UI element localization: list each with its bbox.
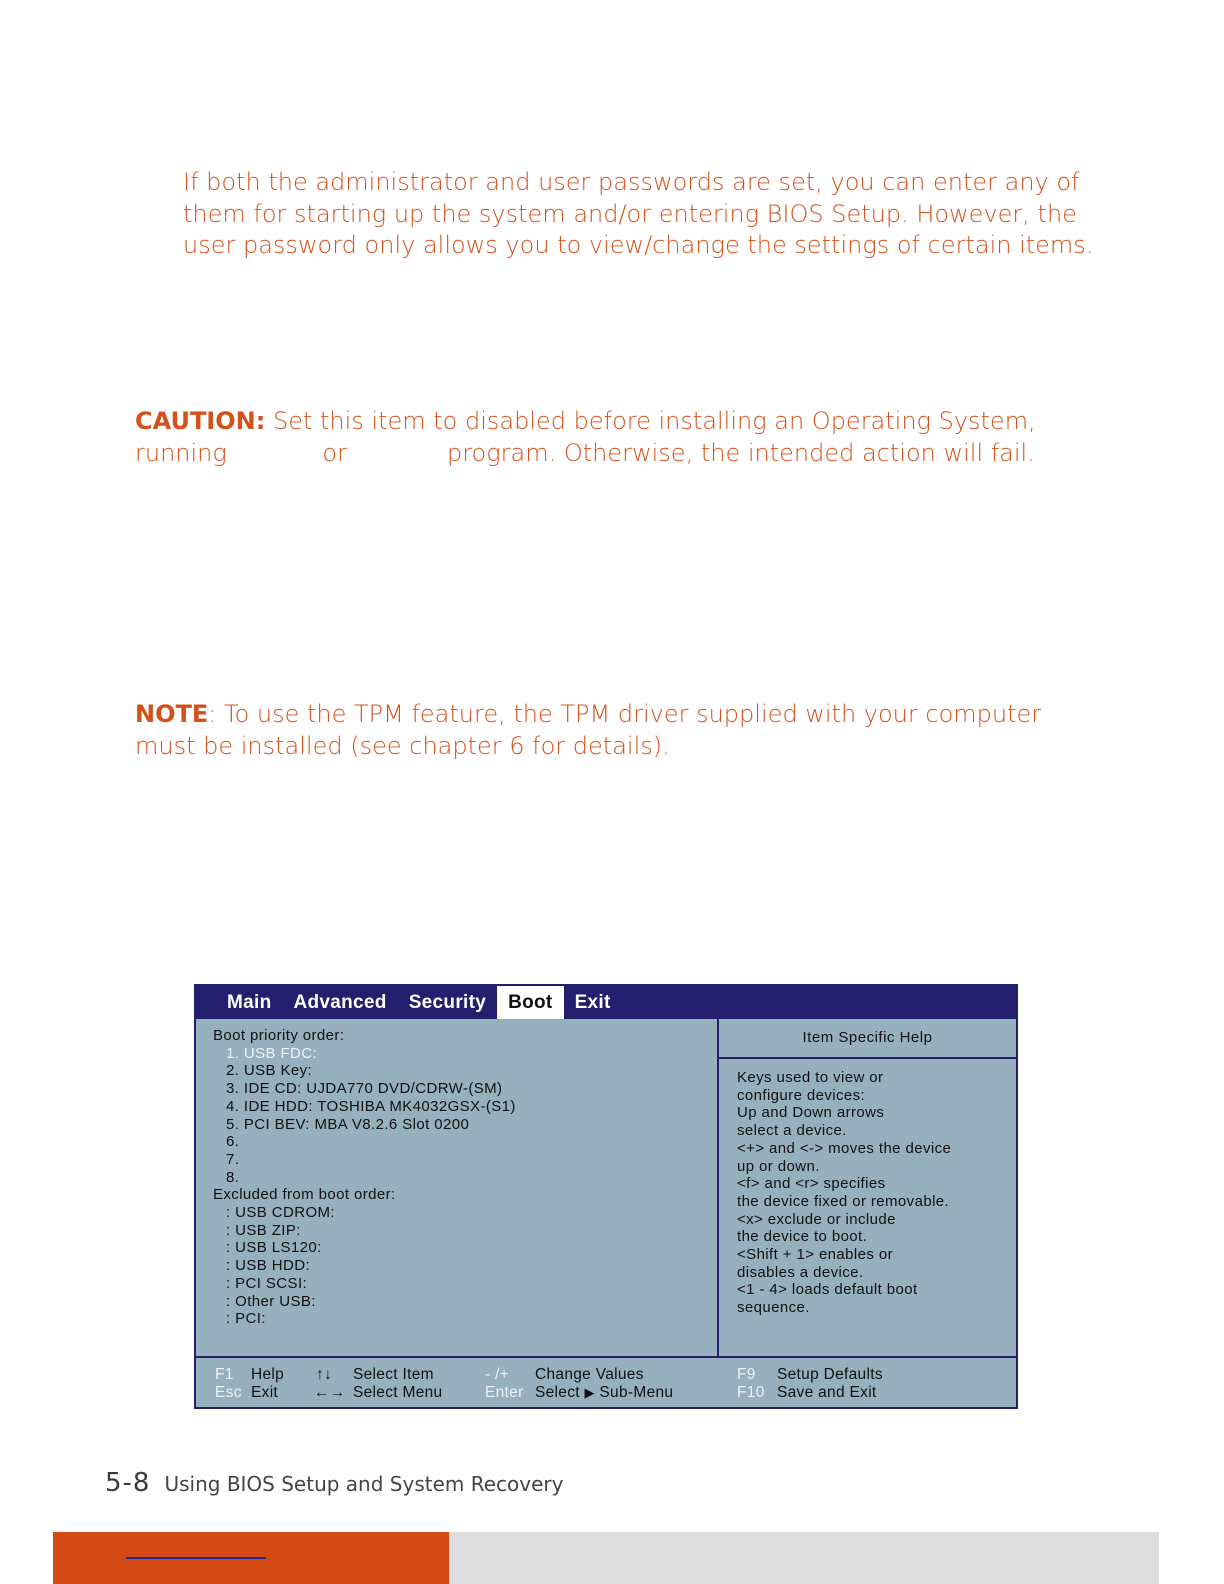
boot-item-3[interactable]: 3. IDE CD: UJDA770 DVD/CDRW-(SM) <box>226 1080 503 1098</box>
sub-menu-label: Sub-Menu <box>599 1384 674 1401</box>
menu-exit[interactable]: Exit <box>574 992 611 1013</box>
help-pane <box>719 1019 1016 1356</box>
excluded-item-pci[interactable]: : PCI: <box>226 1310 266 1328</box>
left-right-arrows-icon: ←→ <box>314 1384 346 1401</box>
help-line: select a device. <box>737 1122 847 1140</box>
excluded-item-usb-zip[interactable]: : USB ZIP: <box>226 1221 301 1239</box>
select-label: Select <box>535 1384 580 1401</box>
triangle-right-icon: ▶ <box>584 1385 595 1400</box>
help-line: the device to boot. <box>737 1228 868 1246</box>
note-text: : To use the TPM feature, the TPM driver supplied with your computer must be installed (see chapter 6 for details). <box>135 700 1042 760</box>
help-line: disables a device. <box>737 1263 864 1281</box>
help-line: configure devices: <box>737 1086 866 1104</box>
esc-label: Exit <box>251 1384 279 1401</box>
help-line: <+> and <-> moves the device <box>737 1139 952 1157</box>
page-footer <box>105 1468 563 1498</box>
enter-key: Enter <box>485 1384 524 1401</box>
caution-note <box>135 406 1095 469</box>
caution-text-a: Set this item to disabled before installing an Operating System, running <box>135 407 1036 467</box>
boot-item-5[interactable]: 5. PCI BEV: MBA V8.2.6 Slot 0200 <box>226 1115 470 1133</box>
help-line: up or down. <box>737 1157 820 1175</box>
footer-link-underline <box>126 1557 266 1559</box>
help-line: <Shift + 1> enables or <box>737 1246 893 1264</box>
menu-boot[interactable]: Boot <box>497 986 563 1019</box>
help-line: the device fixed or removable. <box>737 1192 950 1210</box>
boot-item-4[interactable]: 4. IDE HDD: TOSHIBA MK4032GSX-(S1) <box>226 1097 516 1115</box>
help-line: Up and Down arrows <box>737 1104 885 1122</box>
help-line: <x> exclude or include <box>737 1210 896 1228</box>
select-item-label: Select Item <box>353 1366 434 1383</box>
save-and-exit-label: Save and Exit <box>777 1384 877 1401</box>
footer-gray-bar <box>449 1532 1159 1584</box>
boot-item-7[interactable]: 7. <box>226 1150 240 1168</box>
setup-defaults-label: Setup Defaults <box>777 1366 883 1383</box>
excluded-item-usb-hdd[interactable]: : USB HDD: <box>226 1257 311 1275</box>
help-line: sequence. <box>737 1299 810 1317</box>
help-title: Item Specific Help <box>719 1019 1016 1059</box>
change-values-label: Change Values <box>535 1366 644 1383</box>
excluded-item-other-usb[interactable]: : Other USB: <box>226 1292 316 1310</box>
up-down-arrows-icon: ↑↓ <box>316 1366 333 1383</box>
menu-security[interactable]: Security <box>408 992 487 1013</box>
note-label: NOTE <box>135 700 209 728</box>
caution-text-b: or <box>322 438 347 467</box>
password-paragraph: If both the administrator and user passwords are set, you can enter any of them for starting up the system and/or entering BIOS Setup. However, the user password only allows you to view/change the settings of certain items. <box>183 168 1094 259</box>
caution-label: CAUTION: <box>135 407 266 435</box>
chapter-title: Using BIOS Setup and System Recovery <box>164 1472 564 1496</box>
f10-key: F10 <box>737 1384 765 1401</box>
excluded-header: Excluded from boot order: <box>213 1186 396 1204</box>
boot-item-1[interactable]: 1. USB FDC: <box>226 1044 318 1062</box>
f1-key: F1 <box>215 1366 234 1383</box>
menu-main[interactable]: Main <box>227 992 272 1013</box>
help-line: <f> and <r> specifies <box>737 1175 886 1193</box>
bios-key-legend <box>196 1356 1016 1407</box>
select-menu-label: Select Menu <box>353 1384 443 1401</box>
boot-item-6[interactable]: 6. <box>226 1133 240 1151</box>
esc-key: Esc <box>215 1384 242 1401</box>
menu-advanced[interactable]: Advanced <box>293 992 387 1013</box>
bios-menu-bar <box>196 986 1016 1019</box>
help-line: Keys used to view or <box>737 1069 884 1086</box>
f9-key: F9 <box>737 1366 756 1383</box>
boot-priority-header: Boot priority order: <box>213 1027 345 1044</box>
excluded-item-usb-ls120[interactable]: : USB LS120: <box>226 1239 322 1257</box>
plus-minus-key: - /+ <box>485 1366 510 1383</box>
tpm-note <box>135 699 1095 762</box>
caution-text-c: program. Otherwise, the intended action will fail. <box>446 438 1035 467</box>
boot-order-pane <box>196 1019 719 1356</box>
f1-label: Help <box>251 1366 285 1383</box>
page-number: 5-8 <box>105 1468 151 1498</box>
bios-boot-screen <box>194 984 1018 1409</box>
boot-item-2[interactable]: 2. USB Key: <box>226 1062 313 1080</box>
help-line: <1 - 4> loads default boot <box>737 1281 918 1299</box>
excluded-item-pci-scsi[interactable]: : PCI SCSI: <box>226 1274 308 1292</box>
excluded-item-usb-cdrom[interactable]: : USB CDROM: <box>226 1204 335 1222</box>
boot-item-8[interactable]: 8. <box>226 1168 240 1186</box>
